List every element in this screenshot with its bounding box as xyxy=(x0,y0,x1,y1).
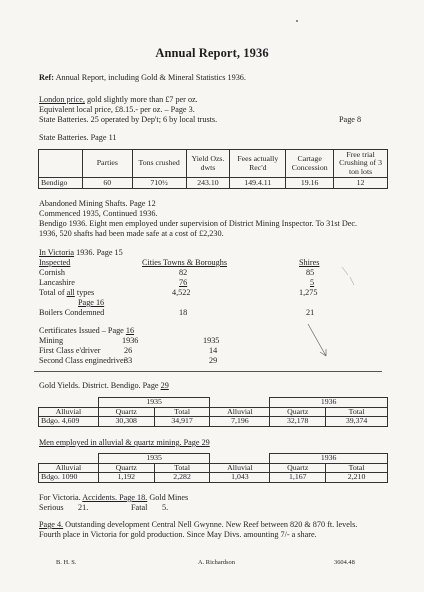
battery-header-parties: Parties xyxy=(82,150,132,178)
cert-first-class-label: First Class e'driver xyxy=(39,346,101,355)
men-sub-quartz-1935: Quartz xyxy=(98,463,154,473)
men-employed-heading: Men employed in alluvial & quartz mining. Page 29 xyxy=(39,438,210,447)
ref-label: Ref: xyxy=(39,73,54,82)
certificates-heading xyxy=(39,326,134,335)
cornish-label: Cornish xyxy=(39,268,65,277)
gold-sub-alluvial-1935: Alluvial xyxy=(39,407,99,417)
footer-author: A. Richardson xyxy=(198,559,235,566)
cert-first-class-1936: 26 xyxy=(124,346,133,355)
men-mid-blank xyxy=(210,454,270,464)
battery-table xyxy=(38,149,388,189)
gold-yields-heading-pre: Gold Yields. District. Bendigo. Page xyxy=(39,381,161,390)
lancashire-label: Lancashire xyxy=(39,278,75,287)
battery-cell-fees: 149.4.11 xyxy=(230,178,286,189)
gold-total-1936: 39,374 xyxy=(326,417,388,427)
page-16-subheading: Page 16 xyxy=(78,298,105,307)
gold-sub-quartz-1936: Quartz xyxy=(270,407,326,417)
total-label-post: types xyxy=(74,288,95,297)
victoria-heading-rest: 1936. Page 15 xyxy=(74,248,123,257)
cert-col-1936: 1936 xyxy=(122,336,139,345)
battery-header-blank xyxy=(39,150,83,178)
gold-sub-alluvial-1936: Alluvial xyxy=(210,407,270,417)
scan-speck xyxy=(296,20,298,22)
men-year-1935: 1935 xyxy=(98,454,210,464)
accidents-post: Gold Mines xyxy=(147,493,189,502)
battery-cell-free-trial: 12 xyxy=(334,178,388,189)
london-price-line xyxy=(39,95,198,104)
gold-sub-total-1935: Total xyxy=(154,407,210,417)
men-total-1935: 2,282 xyxy=(154,473,210,483)
abandoned-shafts-line-1: Abandoned Mining Shafts. Page 12 xyxy=(39,199,156,208)
battery-cell-yield: 243.10 xyxy=(186,178,230,189)
accidents-pre: For Victoria. xyxy=(39,493,83,502)
certificates-heading-pre: Certificates Issued – Page xyxy=(39,326,126,335)
lancashire-cities: 76 xyxy=(179,278,188,287)
battery-header-fees: Fees actually Rec'd xyxy=(230,150,286,178)
total-shires: 1,275 xyxy=(299,288,318,297)
lancashire-shires: 5 xyxy=(310,278,315,287)
gold-alluvial-1935: Bdgo. 4,609 xyxy=(39,417,99,427)
cert-first-class-1935: 14 xyxy=(209,346,218,355)
victoria-heading xyxy=(39,248,123,257)
total-label-pre: Total of xyxy=(39,288,67,297)
certificates-heading-page: 16 xyxy=(125,326,135,335)
battery-header-free-trial: Free trial Crushing of 3 ton lots xyxy=(334,150,388,178)
gold-year-1935: 1935 xyxy=(98,398,210,408)
serious-label: Serious xyxy=(39,503,64,512)
page-4-line-1 xyxy=(39,520,357,529)
section-divider xyxy=(34,371,382,372)
fatal-label: Fatal xyxy=(131,503,148,512)
gold-total-1935: 34,917 xyxy=(154,417,210,427)
state-batteries-line: State Batteries. 25 operated by Dep't; 6 by local trusts. xyxy=(39,115,218,124)
battery-cell-place: Bendigo xyxy=(39,178,83,189)
abandoned-shafts-line-4: 1936, 520 shafts had been made safe at a cost of £2,230. xyxy=(39,229,224,238)
accidents-link: Accidents. Page 18. xyxy=(82,493,148,502)
battery-header-yield: Yield Ozs. dwts xyxy=(186,150,230,178)
cornish-shires: 85 xyxy=(306,268,315,277)
state-batteries-page-11: State Batteries. Page 11 xyxy=(39,133,117,142)
gold-yields-heading-page: 29 xyxy=(160,381,169,390)
cert-second-class-label: Second Class enginedriver xyxy=(39,356,127,365)
men-sub-alluvial-1936: Alluvial xyxy=(210,463,270,473)
total-all-types-label xyxy=(39,288,94,297)
margin-pencil-mark xyxy=(340,265,370,325)
gold-quartz-1936: 32,178 xyxy=(270,417,326,427)
page-title: Annual Report, 1936 xyxy=(155,46,269,60)
margin-arrow-mark xyxy=(306,322,332,362)
battery-cell-tons: 710½ xyxy=(132,178,186,189)
men-corner-blank xyxy=(39,454,99,464)
page-4-line-2: Fourth place in Victoria for gold production. Since May Divs. amounting 7/- a share. xyxy=(39,530,317,539)
serious-value: 21. xyxy=(78,503,89,512)
men-alluvial-1936: 1,043 xyxy=(210,473,270,483)
men-sub-total-1935: Total xyxy=(154,463,210,473)
battery-header-tons: Tons crushed xyxy=(132,150,186,178)
cert-second-class-1936: 33 xyxy=(124,356,133,365)
accidents-heading xyxy=(39,493,188,502)
inspected-label: Inspected xyxy=(39,258,71,267)
total-label-all: all xyxy=(66,288,75,297)
gold-mid-blank xyxy=(210,398,270,408)
men-sub-alluvial-1935: Alluvial xyxy=(39,463,99,473)
footer-initials: B. H. S. xyxy=(56,559,77,566)
shires-column-header: Shires xyxy=(299,258,320,267)
total-cities: 4,522 xyxy=(172,288,191,297)
page-4-link: Page 4. xyxy=(39,520,64,529)
cert-col-1935: 1935 xyxy=(203,336,220,345)
men-employed-table xyxy=(38,453,388,483)
men-year-1936: 1936 xyxy=(270,454,388,464)
gold-sub-total-1936: Total xyxy=(326,407,388,417)
men-sub-quartz-1936: Quartz xyxy=(270,463,326,473)
men-alluvial-1935: Bdgo. 1090 xyxy=(39,473,99,483)
gold-yields-table xyxy=(38,397,388,427)
page-8-reference: Page 8 xyxy=(339,115,362,124)
cornish-cities: 82 xyxy=(179,268,188,277)
equivalent-price-line: Equivalent local price, £8.15.- per oz. – Page 3. xyxy=(39,105,195,114)
men-quartz-1935: 1,192 xyxy=(98,473,154,483)
gold-year-1936: 1936 xyxy=(270,398,388,408)
london-price-label: London price, xyxy=(39,95,85,104)
men-quartz-1936: 1,167 xyxy=(270,473,326,483)
gold-alluvial-1936: 7,196 xyxy=(210,417,270,427)
men-total-1936: 2,210 xyxy=(326,473,388,483)
gold-sub-quartz-1935: Quartz xyxy=(98,407,154,417)
battery-cell-parties: 60 xyxy=(82,178,132,189)
boilers-cities: 18 xyxy=(179,308,188,317)
boilers-condemned-label: Boilers Condemned xyxy=(39,308,105,317)
battery-cell-cartage: 19.16 xyxy=(286,178,334,189)
cert-second-class-1935: 29 xyxy=(209,356,218,365)
men-sub-total-1936: Total xyxy=(326,463,388,473)
abandoned-shafts-line-2: Commenced 1935, Continued 1936. xyxy=(39,209,158,218)
fatal-value: 5. xyxy=(162,503,169,512)
cert-mining-label: Mining xyxy=(39,336,64,345)
abandoned-shafts-line-3: Bendigo 1936. Eight men employed under supervision of District Mining Inspector. To 31st Dec. xyxy=(39,219,358,228)
ref-text: Annual Report, including Gold & Mineral Statistics 1936. xyxy=(55,73,246,82)
london-price-text: gold slightly more than £7 per oz. xyxy=(86,95,198,104)
gold-corner-blank xyxy=(39,398,99,408)
boilers-shires: 21 xyxy=(306,308,315,317)
page-4-text-1: Outstanding development Central Nell Gwynne. New Reef between 820 & 870 ft. levels. xyxy=(63,520,358,529)
gold-yields-heading xyxy=(39,381,169,390)
footer-reference: 3604.48 xyxy=(334,559,355,566)
ref-line xyxy=(39,73,246,82)
battery-header-cartage: Cartage Concession xyxy=(286,150,334,178)
cities-column-header: Cities Towns & Boroughs xyxy=(142,258,228,267)
victoria-heading-link: In Victoria xyxy=(39,248,75,257)
gold-quartz-1935: 30,308 xyxy=(98,417,154,427)
